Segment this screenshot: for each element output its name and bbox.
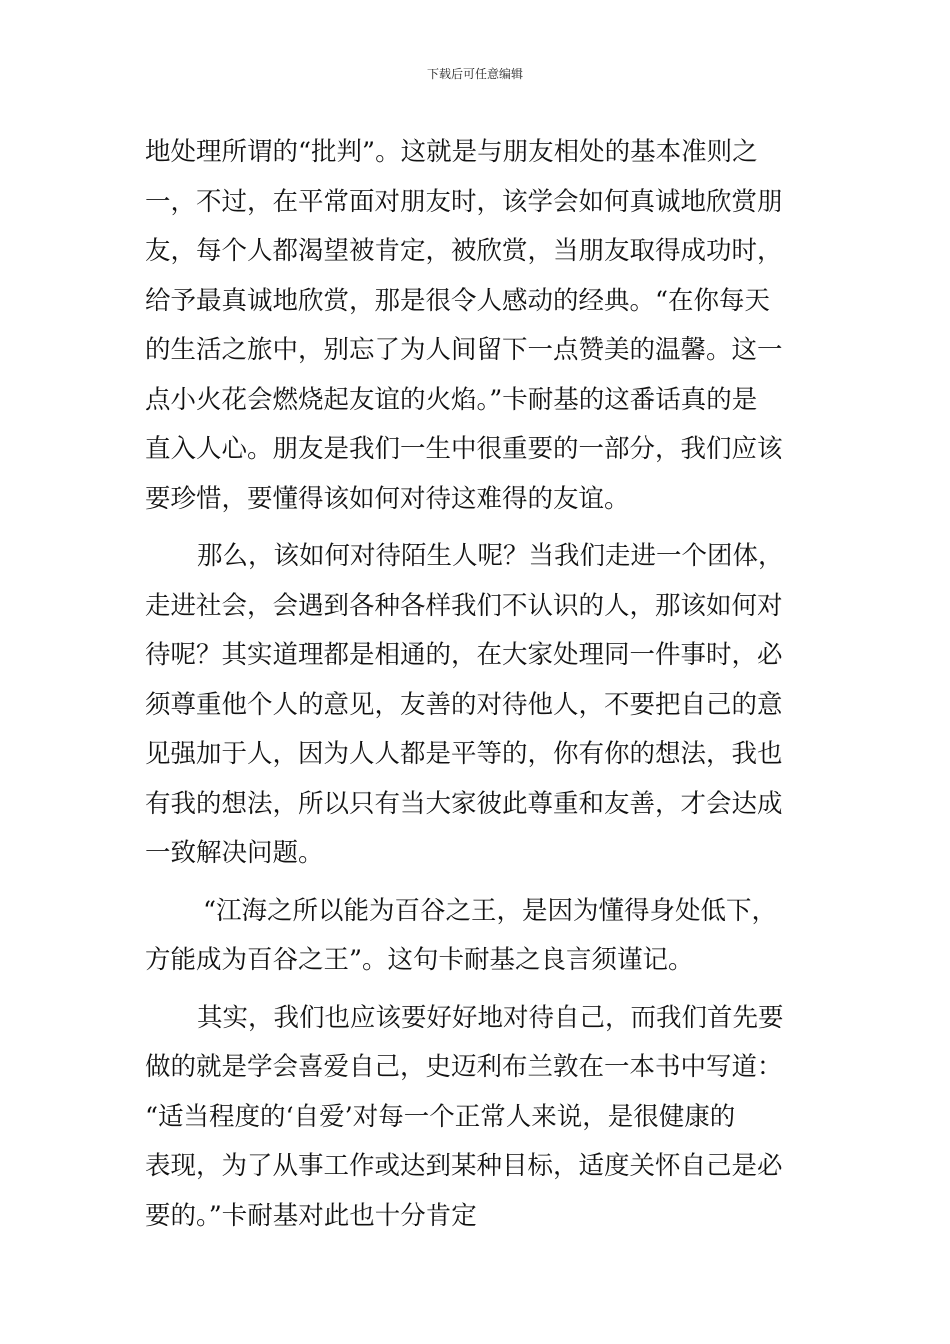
paragraph-1 (145, 128, 807, 524)
text-line: 须尊重他个人的意见，友善的对待他人，不要把自己的意 (145, 689, 783, 720)
paragraph-gap (145, 879, 807, 887)
text-line: 表现，为了从事工作或达到某种目标，适度关怀自己是必 (145, 1151, 783, 1181)
text-line: “江海之所以能为百谷之王，是因为懂得身处低下， (203, 895, 778, 926)
text-line: 待呢？其实道理都是相通的，在大家处理同一件事时，必 (145, 640, 783, 670)
text-line: 一致解决问题。 (145, 838, 324, 868)
paragraph-gap (145, 986, 807, 994)
text-line: 那么，该如何对待陌生人呢？当我们走进一个团体， (197, 541, 784, 571)
text-line: 点小火花会燃烧起友谊的火焰。”卡耐基的这番话真的是 (145, 384, 758, 415)
paragraph-2 (145, 532, 807, 879)
paragraph-3 (145, 887, 807, 986)
text-line: 给予最真诚地欣赏，那是很令人感动的经典。“在你每天 (145, 285, 771, 316)
text-line: 直入人心。朋友是我们一生中很重要的一部分，我们应该 (145, 434, 783, 464)
text-line: 要的。”卡耐基对此也十分肯定 (145, 1200, 477, 1231)
text-line: 的生活之旅中，别忘了为人间留下一点赞美的温馨。这一 (145, 335, 783, 365)
text-line: 有我的想法，所以只有当大家彼此尊重和友善，才会达成 (145, 788, 783, 819)
document-body (145, 128, 807, 1241)
text-line: 做的就是学会喜爱自己，史迈利布兰敦在一本书中写道： (145, 1052, 783, 1082)
text-line: 友，每个人都渴望被肯定，被欣赏，当朋友取得成功时， (145, 236, 783, 266)
text-line: 地处理所谓的“批判”。这就是与朋友相处的基本准则之 (145, 137, 758, 167)
text-line: 走进社会，会遇到各种各样我们不认识的人，那该如何对 (145, 590, 783, 621)
text-line: 要珍惜，要懂得该如何对待这难得的友谊。 (145, 483, 630, 514)
text-line: 一，不过，在平常面对朋友时，该学会如何真诚地欣赏朋 (145, 186, 783, 217)
text-line: 其实，我们也应该要好好地对待自己，而我们首先要 (197, 1002, 784, 1033)
paragraph-gap (145, 524, 807, 532)
text-line: 见强加于人，因为人人都是平等的，你有你的想法，我也 (145, 739, 783, 769)
text-line: “适当程度的‘自爱’对每一个正常人来说，是很健康的 (145, 1101, 736, 1132)
text-line: 方能成为百谷之王”。这句卡耐基之良言须谨记。 (145, 945, 694, 975)
paragraph-4 (145, 994, 807, 1242)
page-header: 下载后可任意编辑 (426, 67, 523, 81)
